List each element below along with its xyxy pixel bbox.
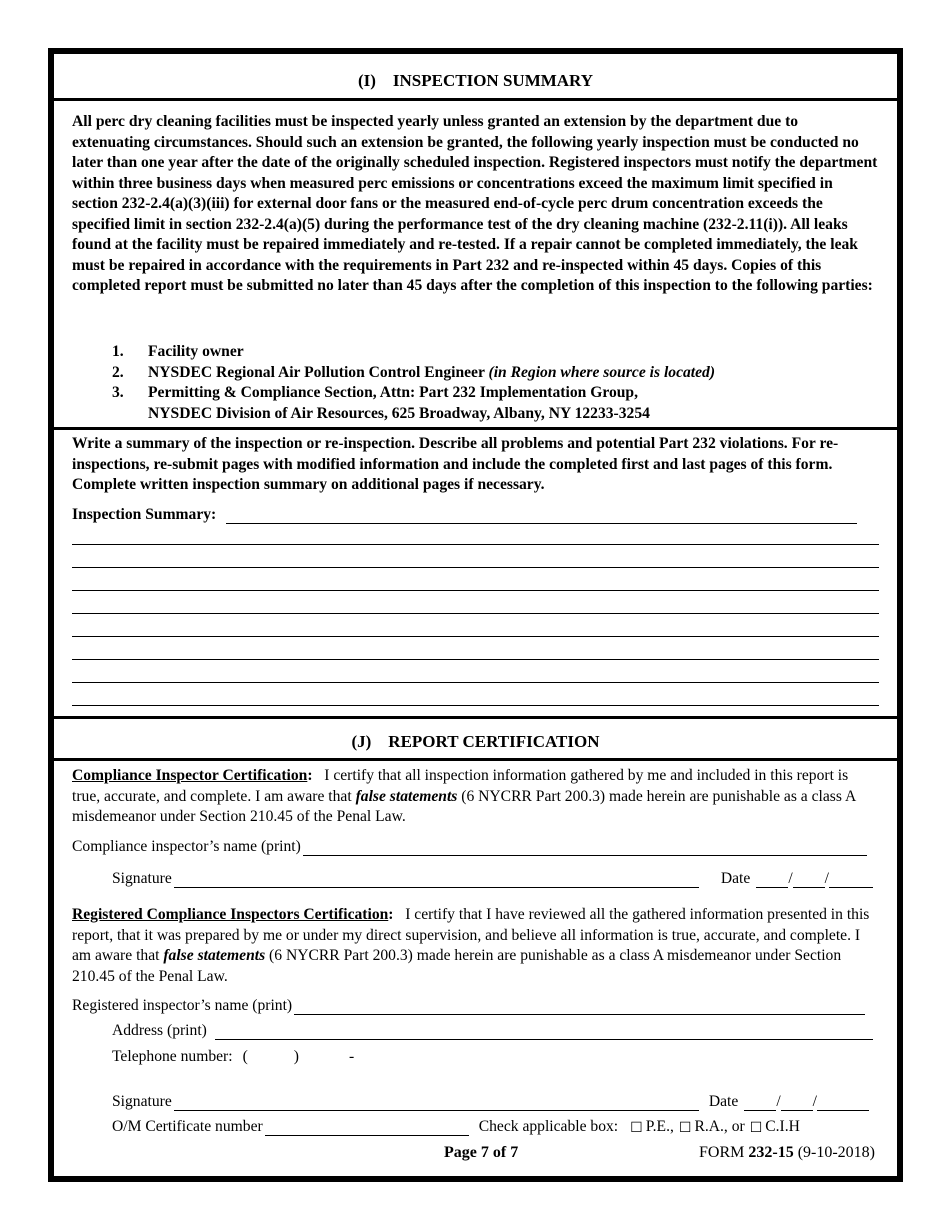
summary-line[interactable] xyxy=(72,553,879,568)
summary-line[interactable] xyxy=(72,576,879,591)
parties-list xyxy=(112,342,715,424)
ci-signature-row: Signature Date / / xyxy=(112,870,873,888)
summary-line[interactable] xyxy=(72,691,879,706)
page-number: Page 7 of 7 xyxy=(444,1144,519,1161)
form-id: FORM 232-15 (9-10-2018) xyxy=(699,1144,875,1161)
address-field: Address (print) xyxy=(112,1022,873,1040)
ci-name-field: Compliance inspector’s name (print) xyxy=(72,838,867,856)
list-item: 1. Facility owner xyxy=(112,343,244,360)
divider xyxy=(54,427,897,430)
date-day-input[interactable] xyxy=(781,1096,813,1111)
summary-line[interactable] xyxy=(72,668,879,683)
ci-name-input[interactable] xyxy=(303,841,867,856)
divider xyxy=(54,98,897,101)
section-i-intro: All perc dry cleaning facilities must be inspected yearly unless granted an extension by the department due to extenuating circumstances. Should such an extension be granted, the following yearly inspection must be conducted no later than one year after the date of the originally scheduled inspection. Registered inspectors must notify the department within three business days when measured perc emissions or concentrations exceed the maximum limit specified in section 232-2.4(a)(3)(iii) for external door fans or the measured end-of-cycle perc drum concentration exceeds the specified limit in section 232-2.4(a)(5) during the performance test of the dry cleaning machine (232-2.11(i)). All leaks found at the facility must be repaired immediately and re-tested. If a repair cannot be completed immediately, the leak must be repaired in accordance with the requirements in Part 232 and re-inspected within 45 days. Copies of this completed report must be submitted no later than 45 days after the completion of this inspection to the following parties: xyxy=(72,113,878,294)
summary-line[interactable] xyxy=(72,530,879,545)
date-day-input[interactable] xyxy=(793,873,825,888)
om-certificate-input[interactable] xyxy=(265,1121,469,1136)
date-year-input[interactable] xyxy=(829,873,873,888)
ri-signature-input[interactable] xyxy=(174,1096,699,1111)
summary-line[interactable] xyxy=(72,622,879,637)
section-i-header: (I) INSPECTION SUMMARY xyxy=(357,71,594,90)
divider xyxy=(54,758,897,761)
summary-input[interactable] xyxy=(226,509,857,524)
ri-name-input[interactable] xyxy=(294,1000,865,1015)
date-month-input[interactable] xyxy=(744,1096,776,1111)
date-month-input[interactable] xyxy=(756,873,788,888)
om-certificate-row: O/M Certificate number Check applicable box: ☐ P.E., ☐ R.A., or ☐ C.I.H xyxy=(112,1118,800,1136)
list-item: NYSDEC Division of Air Resources, 625 Broadway, Albany, NY 12233-3254 xyxy=(148,404,650,422)
address-input[interactable] xyxy=(215,1025,873,1040)
list-item: 2. NYSDEC Regional Air Pollution Control Engineer (in Region where source is located) xyxy=(112,363,716,381)
summary-line[interactable] xyxy=(72,645,879,660)
summary-line[interactable] xyxy=(72,599,879,614)
date-year-input[interactable] xyxy=(817,1096,869,1111)
ri-signature-row: Signature Date / / xyxy=(112,1093,869,1111)
list-item: 3. Permitting & Compliance Section, Attn: Part 232 Implementation Group, xyxy=(112,384,638,401)
summary-field xyxy=(72,506,857,524)
section-j-header: (J) REPORT CERTIFICATION xyxy=(351,732,600,751)
checkbox-cih[interactable]: ☐ xyxy=(749,1120,763,1136)
summary-instructions: Write a summary of the inspection or re-inspection. Describe all problems and potential Part 232 violations. For re-inspections, re-submit pages with modified information and include the completed first and last pages of this form. Complete written inspection summary on additional pages if necessary. xyxy=(72,435,839,493)
form-frame xyxy=(48,48,903,1182)
ci-signature-input[interactable] xyxy=(174,873,699,888)
divider xyxy=(54,716,897,719)
summary-label: Inspection Summary: xyxy=(72,506,217,523)
checkbox-ra[interactable]: ☐ xyxy=(678,1120,692,1136)
registered-inspector-certification: Registered Compliance Inspectors Certification: I certify that I have reviewed all the gathered information presented in this report, that it was prepared by me or under my direct supervision, and believe all information is true, accurate, and complete. I am aware that false statements (6 NYCRR Part 200.3) made herein are punishable as a class A misdemeanor under Section 210.45 of the Penal Law. xyxy=(72,906,870,985)
telephone-field: Telephone number: ( ) - xyxy=(112,1048,355,1065)
compliance-inspector-certification: Compliance Inspector Certification: I certify that all inspection information gathered by me and included in this report is true, accurate, and complete. I am aware that false statements (6 NYCRR Part 200.3) made herein are punishable as a class A misdemeanor under Section 210.45 of the Penal Law. xyxy=(72,767,856,825)
ri-name-field: Registered inspector’s name (print) xyxy=(72,997,865,1015)
checkbox-pe[interactable]: ☐ xyxy=(630,1120,643,1136)
